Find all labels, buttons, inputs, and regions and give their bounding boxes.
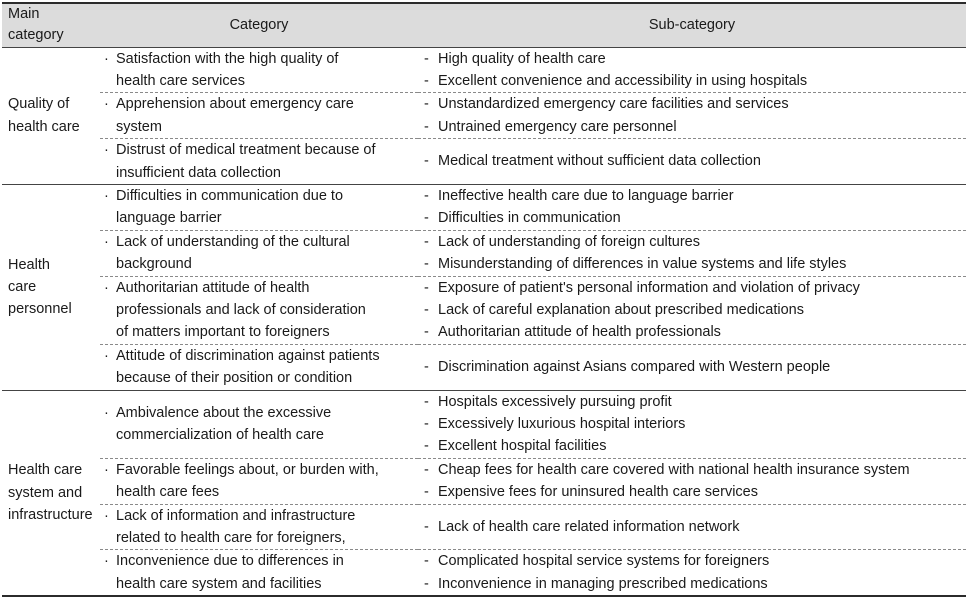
sub-category-item — [424, 321, 966, 343]
category-cell — [100, 550, 418, 596]
main-category-line: health care — [8, 118, 80, 135]
bullet-dot: · — [104, 553, 109, 570]
qualitative-findings-table — [2, 2, 966, 597]
category-text: Favorable feelings about, or burden with, — [116, 461, 379, 478]
main-category-cell — [2, 184, 100, 390]
header-sub-category: Sub-category — [418, 3, 966, 47]
category-text: Apprehension about emergency care — [116, 96, 354, 113]
table-row — [2, 344, 966, 390]
category-line — [104, 162, 418, 184]
sub-category-item — [424, 481, 966, 503]
sub-category-text: Ineffective health care due to language barrier — [438, 187, 734, 204]
sub-category-cell — [418, 344, 966, 390]
category-cell — [100, 230, 418, 276]
sub-category-text: Unstandardized emergency care facilities and services — [438, 96, 789, 113]
sub-category-text: Lack of health care related information network — [438, 518, 740, 535]
sub-category-item — [424, 48, 966, 70]
sub-category-text: Medical treatment without sufficient data collection — [438, 153, 761, 170]
main-category-line: Health — [8, 256, 50, 273]
category-line — [104, 345, 418, 367]
category-cell — [100, 458, 418, 504]
category-line — [104, 527, 418, 549]
dash-marker: - — [424, 72, 429, 89]
dash-marker: - — [424, 393, 429, 410]
category-line — [104, 321, 418, 343]
main-category-line: personnel — [8, 301, 72, 318]
category-text: Attitude of discrimination against patients — [116, 347, 380, 364]
table-row — [2, 184, 966, 230]
category-line — [104, 550, 418, 572]
sub-category-text: Difficulties in communication — [438, 210, 621, 227]
sub-category-item — [424, 459, 966, 481]
main-category-cell — [2, 390, 100, 596]
category-line — [104, 505, 418, 527]
sub-category-text: Lack of understanding of foreign cultures — [438, 233, 700, 250]
bullet-dot: · — [104, 96, 109, 113]
category-text: health care fees — [116, 484, 220, 501]
category-line — [104, 116, 418, 138]
category-line — [104, 277, 418, 299]
category-line — [104, 253, 418, 275]
sub-category-text: Excessively luxurious hospital interiors — [438, 416, 686, 432]
category-text: professionals and lack of consideration — [116, 301, 366, 318]
main-category-line: Quality of — [8, 96, 70, 113]
sub-category-item — [424, 207, 966, 229]
sub-category-text: Discrimination against Asians compared with Western people — [438, 358, 831, 375]
dash-marker: - — [424, 153, 429, 170]
dash-marker: - — [424, 301, 429, 318]
main-category-line: Health care — [8, 462, 83, 479]
category-cell — [100, 184, 418, 230]
category-text: background — [116, 256, 192, 273]
bullet-dot: · — [104, 507, 109, 524]
category-line — [104, 185, 418, 207]
dash-marker: - — [424, 50, 429, 67]
sub-category-cell — [418, 230, 966, 276]
sub-category-item — [424, 277, 966, 299]
table-row — [2, 276, 966, 344]
dash-marker: - — [424, 461, 429, 478]
dash-marker: - — [424, 553, 429, 570]
sub-category-text: Untrained emergency care personnel — [438, 118, 677, 135]
sub-category-item — [424, 253, 966, 275]
sub-category-text: Inconvenience in managing prescribed medications — [438, 575, 768, 592]
category-cell — [100, 276, 418, 344]
sub-category-text: Excellent convenience and accessibility in using hospitals — [438, 72, 808, 89]
category-text: system — [116, 118, 162, 135]
table-row — [2, 550, 966, 596]
category-line — [104, 48, 418, 70]
category-text: Distrust of medical treatment because of — [116, 142, 376, 159]
sub-category-item — [424, 391, 966, 413]
dash-marker: - — [424, 187, 429, 204]
sub-category-item — [424, 435, 966, 457]
bullet-dot: · — [104, 187, 109, 204]
category-text: Satisfaction with the high quality of — [116, 50, 339, 67]
table-body — [2, 47, 966, 596]
category-line — [104, 70, 418, 92]
dash-marker: - — [424, 256, 429, 273]
dash-marker: - — [424, 210, 429, 227]
sub-category-cell — [418, 93, 966, 139]
category-cell — [100, 139, 418, 185]
dash-marker: - — [424, 575, 429, 592]
sub-category-item — [424, 356, 966, 378]
main-category-cell — [2, 47, 100, 184]
bullet-dot: · — [104, 347, 109, 364]
category-line — [104, 231, 418, 253]
sub-category-item — [424, 550, 966, 572]
category-line — [104, 207, 418, 229]
category-line — [104, 402, 418, 424]
dash-marker: - — [424, 96, 429, 113]
sub-category-text: Exposure of patient's personal information and violation of privacy — [438, 279, 860, 296]
category-line — [104, 459, 418, 481]
sub-category-item — [424, 299, 966, 321]
header-category: Category — [100, 3, 418, 47]
sub-category-cell — [418, 184, 966, 230]
table-row — [2, 504, 966, 550]
dash-marker: - — [424, 484, 429, 501]
bullet-dot: · — [104, 461, 109, 478]
sub-category-cell — [418, 504, 966, 550]
dash-marker: - — [424, 416, 429, 432]
category-cell — [100, 344, 418, 390]
sub-category-text: Cheap fees for health care covered with national health insurance system — [438, 461, 910, 478]
table-row — [2, 139, 966, 185]
category-cell — [100, 504, 418, 550]
category-line — [104, 367, 418, 389]
table-row — [2, 93, 966, 139]
bullet-dot: · — [104, 279, 109, 296]
category-cell — [100, 47, 418, 93]
category-cell — [100, 93, 418, 139]
category-text: related to health care for foreigners, — [116, 530, 346, 547]
category-text: Difficulties in communication due to — [116, 187, 344, 204]
sub-category-item — [424, 231, 966, 253]
sub-category-text: Lack of careful explanation about prescribed medications — [438, 301, 804, 318]
table-row — [2, 47, 966, 93]
dash-marker: - — [424, 358, 429, 375]
category-text: insufficient data collection — [116, 164, 281, 181]
sub-category-item — [424, 70, 966, 92]
sub-category-text: High quality of health care — [438, 50, 606, 67]
sub-category-item — [424, 573, 966, 595]
category-text: because of their position or condition — [116, 370, 353, 387]
bullet-dot: · — [104, 404, 109, 421]
sub-category-cell — [418, 47, 966, 93]
dash-marker: - — [424, 518, 429, 535]
category-line — [104, 481, 418, 503]
table-header-row — [2, 3, 966, 47]
category-text: Inconvenience due to differences in — [116, 553, 344, 570]
main-category-line: system and — [8, 484, 83, 501]
sub-category-item — [424, 150, 966, 172]
dash-marker: - — [424, 438, 429, 455]
sub-category-cell — [418, 276, 966, 344]
category-cell — [100, 390, 418, 458]
sub-category-cell — [418, 139, 966, 185]
dash-marker: - — [424, 118, 429, 135]
bullet-dot: · — [104, 50, 109, 67]
category-text: health care system and facilities — [116, 575, 322, 592]
category-text: Ambivalence about the excessive — [116, 404, 332, 421]
dash-marker: - — [424, 279, 429, 296]
category-text: commercialization of health care — [116, 427, 324, 444]
sub-category-cell — [418, 458, 966, 504]
table-row — [2, 458, 966, 504]
main-category-line: care — [8, 279, 37, 296]
category-text: Lack of information and infrastructure — [116, 507, 356, 524]
category-text: Lack of understanding of the cultural — [116, 233, 350, 250]
category-line — [104, 424, 418, 446]
sub-category-item — [424, 516, 966, 538]
sub-category-item — [424, 185, 966, 207]
category-line — [104, 139, 418, 161]
category-text: health care services — [116, 72, 245, 89]
sub-category-text: Expensive fees for uninsured health care services — [438, 484, 758, 501]
sub-category-text: Hospitals excessively pursuing profit — [438, 393, 672, 410]
sub-category-cell — [418, 550, 966, 596]
sub-category-item — [424, 93, 966, 115]
sub-category-item — [424, 413, 966, 435]
sub-category-text: Misunderstanding of differences in value systems and life styles — [438, 256, 847, 273]
bullet-dot: · — [104, 142, 109, 159]
dash-marker: - — [424, 233, 429, 250]
category-line — [104, 93, 418, 115]
category-text: language barrier — [116, 210, 222, 227]
header-main-category: Main category — [2, 3, 100, 47]
category-line — [104, 299, 418, 321]
sub-category-item — [424, 116, 966, 138]
category-text: of matters important to foreigners — [116, 324, 330, 341]
sub-category-text: Excellent hospital facilities — [438, 438, 607, 455]
table-row — [2, 230, 966, 276]
sub-category-cell — [418, 390, 966, 458]
dash-marker: - — [424, 324, 429, 341]
sub-category-text: Authoritarian attitude of health professionals — [438, 324, 721, 341]
category-line — [104, 573, 418, 595]
main-category-line: infrastructure — [8, 507, 93, 524]
table-row — [2, 390, 966, 458]
sub-category-text: Complicated hospital service systems for foreigners — [438, 553, 770, 570]
category-text: Authoritarian attitude of health — [116, 279, 310, 296]
bullet-dot: · — [104, 233, 109, 250]
